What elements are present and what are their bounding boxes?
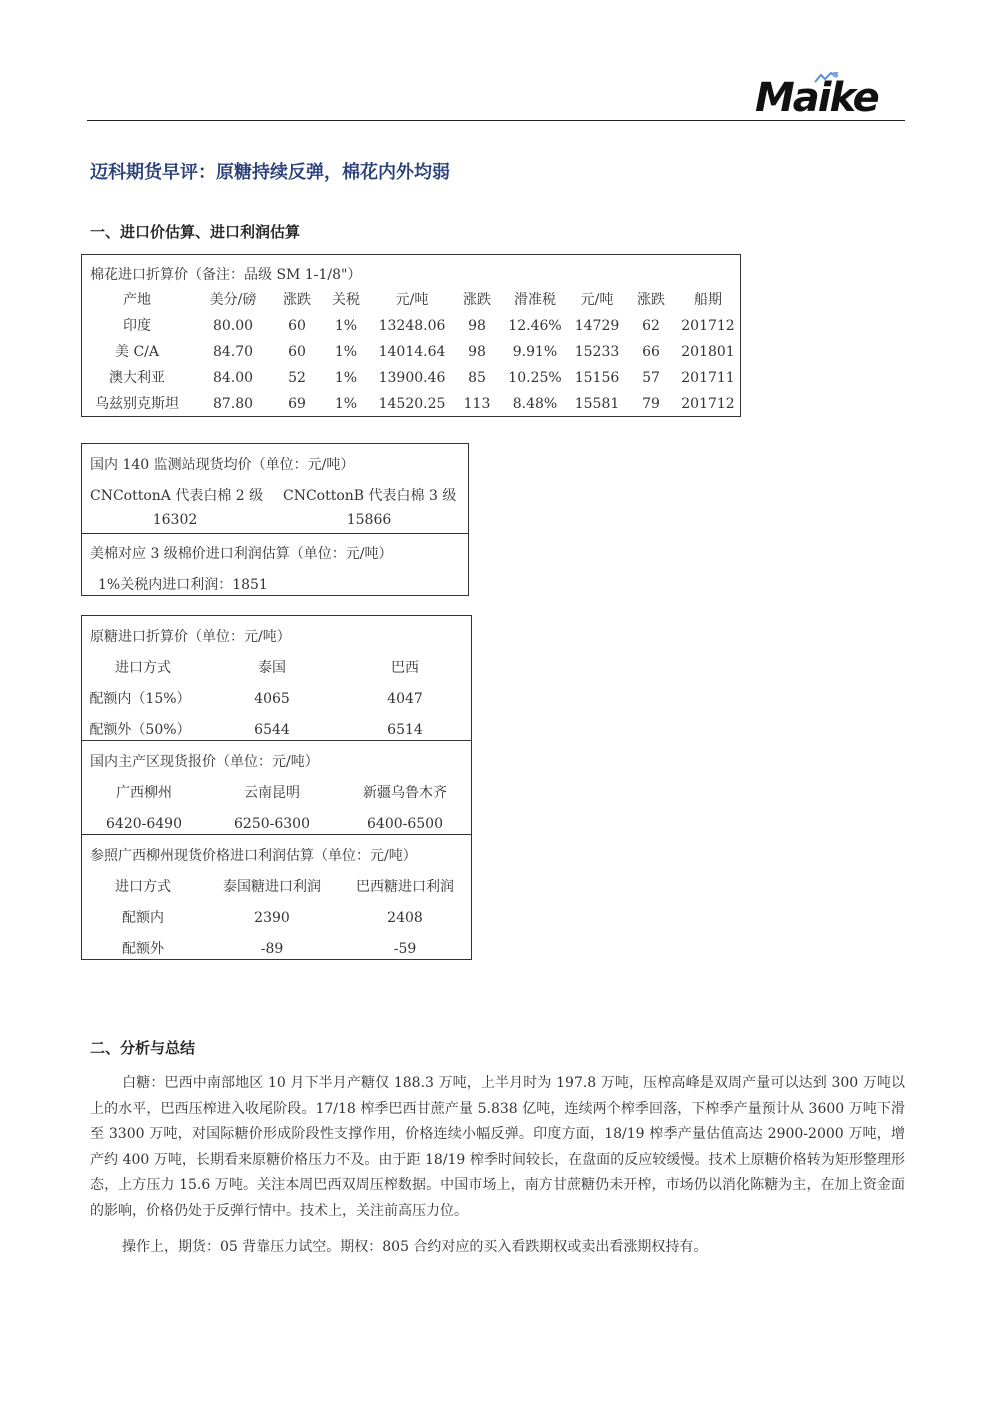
cotton-table-cell: 15156	[574, 370, 620, 386]
sugar-spot-header: 新疆乌鲁木齐	[363, 785, 447, 801]
cotton-table-cell: 60	[288, 318, 306, 334]
cotton-table-cell: 美 C/A	[115, 344, 159, 360]
cotton-table-cell: 14729	[574, 318, 620, 334]
cotton-table-cell: 113	[463, 396, 491, 412]
cotton-table-cell: 15233	[574, 344, 620, 360]
cotton-table-cell: 84.00	[212, 370, 254, 386]
cotton-table-cell: 52	[288, 370, 306, 386]
cotton-table-cell: 201711	[681, 370, 735, 386]
cncotton-a-value: 16302	[152, 512, 198, 528]
sugar-divider-2	[81, 834, 472, 835]
cotton-table-cell: 12.46%	[508, 318, 562, 334]
cotton-table-cell: 1%	[334, 370, 358, 386]
cotton-table-cell: 85	[468, 370, 486, 386]
cncotton-b-value: 15866	[346, 512, 392, 528]
maike-logo	[755, 72, 895, 122]
cotton-table-cell: 98	[468, 344, 486, 360]
sugar-profit-cell: 配额外	[122, 941, 164, 957]
cotton-table-cell: 62	[642, 318, 660, 334]
cotton-table-cell: 14014.64	[378, 344, 446, 360]
cotton-table-cell: 1%	[334, 344, 358, 360]
cotton-table-cell: 8.48%	[512, 396, 558, 412]
cotton-import-caption: 棉花进口折算价（备注：品级 SM 1-1/8"）	[90, 267, 362, 283]
logo-text: Maike	[755, 75, 878, 121]
sugar-profit-cell: -89	[260, 941, 284, 957]
cncotton-a-label: CNCottonA 代表白棉 2 级	[90, 488, 264, 504]
cotton-table-cell: 10.25%	[508, 370, 562, 386]
analysis-paragraph-2-text: 操作上，期货：05 背靠压力试空。期权：805 合约对应的买入看跌期权或卖出看涨期权持有。	[122, 1239, 708, 1255]
sugar-profit-cell: 配额内	[122, 910, 164, 926]
sugar-spot-value: 6400-6500	[367, 816, 443, 832]
cotton-header-cell: 涨跌	[637, 292, 665, 308]
cotton-header-cell: 滑准税	[514, 292, 556, 308]
cotton-profit-caption: 美棉对应 3 级棉价进口利润估算（单位：元/吨）	[90, 546, 393, 562]
cotton-table-cell: 201712	[681, 396, 735, 412]
sugar-import-cell: 6544	[254, 722, 290, 738]
cotton-table-cell: 乌兹别克斯坦	[95, 396, 179, 412]
sugar-spot-header: 广西柳州	[116, 785, 172, 801]
sugar-import-header: 进口方式	[115, 660, 171, 676]
cotton-table-cell: 14520.25	[378, 396, 446, 412]
cotton-table-cell: 84.70	[212, 344, 254, 360]
sugar-import-cell: 4065	[254, 691, 290, 707]
sugar-spot-header: 云南昆明	[244, 785, 300, 801]
sugar-spot-caption: 国内主产区现货报价（单位：元/吨）	[90, 754, 319, 770]
sugar-profit-caption: 参照广西柳州现货价格进口利润估算（单位：元/吨）	[90, 848, 417, 864]
sugar-import-header: 泰国	[258, 660, 286, 676]
cotton-table-cell: 66	[642, 344, 660, 360]
analysis-paragraph-1	[90, 1071, 905, 1224]
sugar-profit-header: 泰国糖进口利润	[223, 879, 321, 895]
sugar-profit-header: 进口方式	[115, 879, 171, 895]
cotton-table-cell: 69	[288, 396, 306, 412]
cotton-header-cell: 涨跌	[463, 292, 491, 308]
sugar-profit-cell: 2408	[387, 910, 423, 926]
sugar-divider-1	[81, 740, 472, 741]
cotton-header-cell: 产地	[123, 292, 151, 308]
sugar-import-cell: 配额内（15%）	[89, 691, 191, 707]
cotton-table-cell: 80.00	[212, 318, 254, 334]
cotton-table-cell: 15581	[574, 396, 620, 412]
analysis-paragraph-2	[90, 1235, 905, 1261]
cotton-table-cell: 201801	[681, 344, 735, 360]
cotton-table-cell: 87.80	[212, 396, 254, 412]
cotton-profit-text: 1%关税内进口利润：1851	[98, 577, 268, 593]
cotton-table-cell: 13248.06	[378, 318, 446, 334]
domestic-cotton-caption: 国内 140 监测站现货均价（单位：元/吨）	[90, 457, 355, 473]
sugar-import-header: 巴西	[391, 660, 419, 676]
sugar-spot-value: 6250-6300	[234, 816, 310, 832]
section2-heading: 二、分析与总结	[90, 1039, 196, 1057]
cotton-table-cell: 9.91%	[512, 344, 558, 360]
sugar-import-cell: 配额外（50%）	[89, 722, 191, 738]
cotton-header-cell: 美分/磅	[209, 292, 257, 308]
cotton-table-cell: 98	[468, 318, 486, 334]
cotton-table-cell: 57	[642, 370, 660, 386]
cncotton-b-label: CNCottonB 代表白棉 3 级	[283, 488, 457, 504]
section1-heading: 一、进口价估算、进口利润估算	[90, 223, 301, 241]
cotton-header-cell: 元/吨	[395, 292, 429, 308]
sugar-spot-value: 6420-6490	[106, 816, 182, 832]
cotton-table-cell: 1%	[334, 396, 358, 412]
cotton-table-cell: 79	[642, 396, 660, 412]
cotton-table-cell: 1%	[334, 318, 358, 334]
cotton-table-cell: 13900.46	[378, 370, 446, 386]
sugar-import-caption: 原糖进口折算价（单位：元/吨）	[90, 629, 291, 645]
sugar-profit-cell: -59	[393, 941, 417, 957]
cotton-header-cell: 涨跌	[283, 292, 311, 308]
sugar-import-cell: 4047	[387, 691, 423, 707]
analysis-paragraph-1-text: 白糖：巴西中南部地区 10 月下半月产糖仅 188.3 万吨，上半月时为 197.8 万吨，压榨高峰是双周产量可以达到 300 万吨以上的水平，巴西压榨进入收尾阶段。17/18 榨季巴西甘蔗产量 5.838 亿吨，连续两个榨季回落，下榨季产量预计从 3600 万吨下滑至 3300 万吨，对国际糖价形成阶段性支撑作用，价格连续小幅反弹。印度方面，18/19 榨季产量估值高达 2900-2000 万吨，增产约 400 万吨，长期看来原糖价格压力不及。由于距 18/19 榨季时间较长，在盘面的反应较缓慢。技术上原糖价格转为矩形整理形态，上方压力 15.6 万吨。关注本周巴西双周压榨数据。中国市场上，南方甘蔗糖仍未开榨，市场仍以消化陈糖为主，在加上资金面的影响，价格仍处于反弹行情中。技术上，关注前高压力位。	[90, 1075, 905, 1219]
cotton-table-cell: 印度	[123, 318, 151, 334]
cotton-header-cell: 元/吨	[580, 292, 614, 308]
page-title: 迈科期货早评：原糖持续反弹，棉花内外均弱	[90, 162, 450, 183]
cotton-header-cell: 关税	[332, 292, 360, 308]
cotton-header-cell: 船期	[694, 292, 722, 308]
cotton-table-cell: 60	[288, 344, 306, 360]
cotton-table-cell: 澳大利亚	[109, 370, 165, 386]
cotton-table-cell: 201712	[681, 318, 735, 334]
sugar-profit-header: 巴西糖进口利润	[356, 879, 454, 895]
sugar-profit-cell: 2390	[254, 910, 290, 926]
sugar-import-cell: 6514	[387, 722, 423, 738]
header-rule	[87, 120, 905, 121]
domestic-cotton-divider	[81, 533, 469, 534]
